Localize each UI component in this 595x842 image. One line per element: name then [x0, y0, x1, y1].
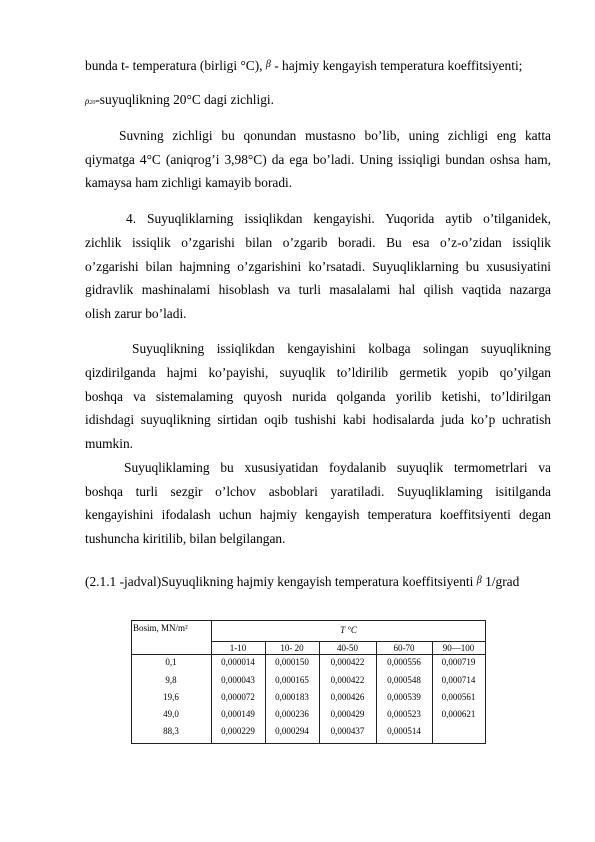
paragraph-line: qiymatga 4°C (aniqrog’i 3,98°C) da ega bo’ladi. Uning issiqligi bundan oshsa ham, [85, 152, 551, 167]
paragraph-line: tushuncha kiritilib, bilan belgilangan. [85, 531, 286, 546]
coefficient-table [131, 620, 486, 744]
table-corner-header: Bosim, MN/m² [133, 623, 188, 633]
paragraph-line: o’zgarishi bilan hajmning o’zgarishini ko’rsatadi. Suyuqliklarning bu xususiyatini [85, 259, 551, 274]
paragraph-line: idishdagi suyuqlikning sirtidan oqib tushishi kabi hodisalarda juda ko’p uchratish [85, 412, 551, 427]
table-cell: 0,000561 [441, 692, 476, 702]
beta-symbol: β [265, 59, 271, 70]
rho-symbol: ρ [85, 96, 90, 106]
paragraph-line: mumkin. [85, 436, 133, 451]
paragraph-line: Suyuqlikning issiqlikdan kengayishini kolbaga solingan suyuqlikning [132, 341, 551, 356]
table-column-header: 10- 20 [280, 643, 304, 653]
paragraph-line: olish zarur bo’ladi. [85, 306, 187, 321]
table-group-header: T °C [340, 625, 357, 635]
table-cell: 0,000548 [387, 675, 421, 685]
caption-unit: 1/grad [485, 574, 520, 589]
pressure-cell: 19,6 [163, 692, 179, 702]
paragraph-line: zichlik issiqlik o’zgarishi bilan o’zgarib boradi. Bu esa o’z-o’zidan issiqlik [85, 235, 551, 250]
table-cell: 0,000556 [387, 657, 421, 667]
table-cell: 0,000150 [275, 657, 309, 667]
table-cell: 0,000072 [221, 692, 255, 702]
paragraph-line: 4. Suyuqliklarning issiqlikdan kengayishi. Yuqorida aytib o’tilganidek, [126, 211, 551, 226]
paragraph-line: boshqa turli sezgir o’lchov asboblari yaratiladi. Suyuqliklaming isitilganda [85, 484, 551, 499]
table-cell: 0,000719 [441, 657, 476, 667]
table-cell: 0,000043 [221, 675, 255, 685]
table-cell: 0,000422 [330, 675, 365, 685]
table-column-header: 40-50 [337, 643, 358, 653]
table-column-header: 1-10 [229, 643, 247, 653]
table-cell: 0,000539 [387, 692, 421, 702]
table-cell: 0,000149 [221, 709, 255, 719]
pressure-cell: 0,1 [165, 657, 177, 667]
text-fragment: bunda t- temperatura (birligi °C), [85, 58, 263, 73]
caption-text: (2.1.1 -jadval)Suyuqlikning hajmiy kengayish temperatura koeffitsiyenti [85, 574, 474, 589]
paragraph-line: Suyuqliklaming bu xususiyatidan foydalanib suyuqlik termometrlari va [124, 460, 551, 475]
table-column-header: 60-70 [393, 643, 415, 653]
pressure-cell: 49,0 [163, 709, 179, 719]
paragraph-line: kengayishini ifodalash uchun hajmiy kengayish temperatura koeffitsiyenti degan [85, 507, 551, 522]
table-cell: 0,000426 [330, 692, 365, 702]
table-cell: 0,000621 [441, 709, 476, 719]
table-cell: 0,000429 [330, 709, 365, 719]
table-cell: 0,000714 [441, 675, 476, 685]
table-cell: 0,000422 [330, 657, 365, 667]
paragraph-line: kamaysa ham zichligi kamayib boradi. [85, 175, 293, 190]
paragraph-line: Suvning zichligi bu qonundan mustasno bo’lib, uning zichligi eng katta [119, 128, 551, 143]
pressure-cell: 9,8 [165, 675, 177, 685]
paragraph-line: gidravlik mashinalami hisoblash va turli masalalami hal qilish vaqtida nazarga [85, 282, 551, 297]
text-line [85, 56, 551, 74]
table-cell: 0,000014 [221, 657, 255, 667]
paragraph-line: boshqa va sistemalaming quyosh nurida qolganda yorilib ketishi, to’ldirilgan [85, 389, 551, 404]
table-caption [85, 572, 551, 590]
table-cell: 0,000437 [330, 726, 365, 736]
table-cell: 0,000229 [221, 726, 255, 736]
table-cell: 0,000165 [275, 675, 309, 685]
table-cell: 0,000236 [275, 709, 309, 719]
text-fragment: - hajmiy kengayish temperatura koeffitsiyenti; [274, 58, 523, 73]
rho-subscript: 20 [89, 100, 96, 106]
table-cell: 0,000294 [275, 726, 309, 736]
table-cell: 0,000514 [387, 726, 421, 736]
table-cell: 0,000183 [275, 692, 309, 702]
text-fragment: -suyuqlikning 20°C dagi zichligi. [95, 92, 275, 107]
table-column-header: 90—100 [442, 643, 475, 653]
beta-symbol: β [476, 575, 482, 586]
paragraph-line: qizdirilganda hajmi ko’payishi, suyuqlik to’ldirilib germetik yopib qo’yilgan [85, 365, 551, 380]
table-cell: 0,000523 [387, 709, 421, 719]
text-line [85, 91, 551, 112]
pressure-cell: 88,3 [163, 726, 179, 736]
